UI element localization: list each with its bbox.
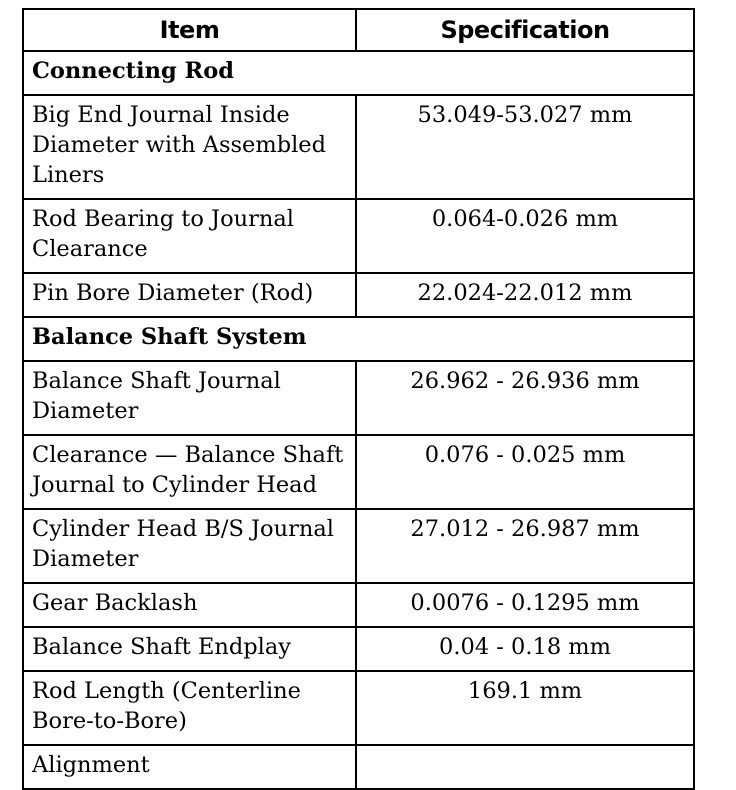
spec-cell bbox=[356, 745, 694, 789]
item-cell: Rod Bearing to Journal Clearance bbox=[23, 199, 356, 273]
specification-table bbox=[22, 8, 695, 790]
section-row-connecting-rod bbox=[23, 51, 694, 95]
item-cell: Balance Shaft Endplay bbox=[23, 627, 356, 671]
header-item: Item bbox=[23, 9, 356, 51]
table-row bbox=[23, 627, 694, 671]
spec-cell: 0.04 - 0.18 mm bbox=[356, 627, 694, 671]
spec-cell: 169.1 mm bbox=[356, 671, 694, 745]
item-cell: Pin Bore Diameter (Rod) bbox=[23, 273, 356, 317]
spec-cell: 27.012 - 26.987 mm bbox=[356, 509, 694, 583]
item-cell: Big End Journal Inside Diameter with Assembled Liners bbox=[23, 95, 356, 199]
spec-cell: 26.962 - 26.936 mm bbox=[356, 361, 694, 435]
item-cell: Gear Backlash bbox=[23, 583, 356, 627]
header-specification: Specification bbox=[356, 9, 694, 51]
item-cell: Balance Shaft Journal Diameter bbox=[23, 361, 356, 435]
table-row bbox=[23, 435, 694, 509]
spec-cell: 0.0076 - 0.1295 mm bbox=[356, 583, 694, 627]
spec-cell: 0.064-0.026 mm bbox=[356, 199, 694, 273]
table-row bbox=[23, 199, 694, 273]
table-row bbox=[23, 583, 694, 627]
table-row bbox=[23, 671, 694, 745]
item-cell: Rod Length (Centerline Bore-to-Bore) bbox=[23, 671, 356, 745]
table-row bbox=[23, 509, 694, 583]
section-row-balance-shaft-system bbox=[23, 317, 694, 361]
item-cell: Cylinder Head B/S Journal Diameter bbox=[23, 509, 356, 583]
section-title: Balance Shaft System bbox=[23, 317, 694, 361]
spec-cell: 0.076 - 0.025 mm bbox=[356, 435, 694, 509]
spec-cell: 53.049-53.027 mm bbox=[356, 95, 694, 199]
item-cell: Alignment bbox=[23, 745, 356, 789]
table-row bbox=[23, 361, 694, 435]
item-cell: Clearance — Balance Shaft Journal to Cylinder Head bbox=[23, 435, 356, 509]
table-header-row bbox=[23, 9, 694, 51]
table-row bbox=[23, 745, 694, 789]
spec-cell: 22.024-22.012 mm bbox=[356, 273, 694, 317]
table-row bbox=[23, 273, 694, 317]
table-row bbox=[23, 95, 694, 199]
section-title: Connecting Rod bbox=[23, 51, 694, 95]
